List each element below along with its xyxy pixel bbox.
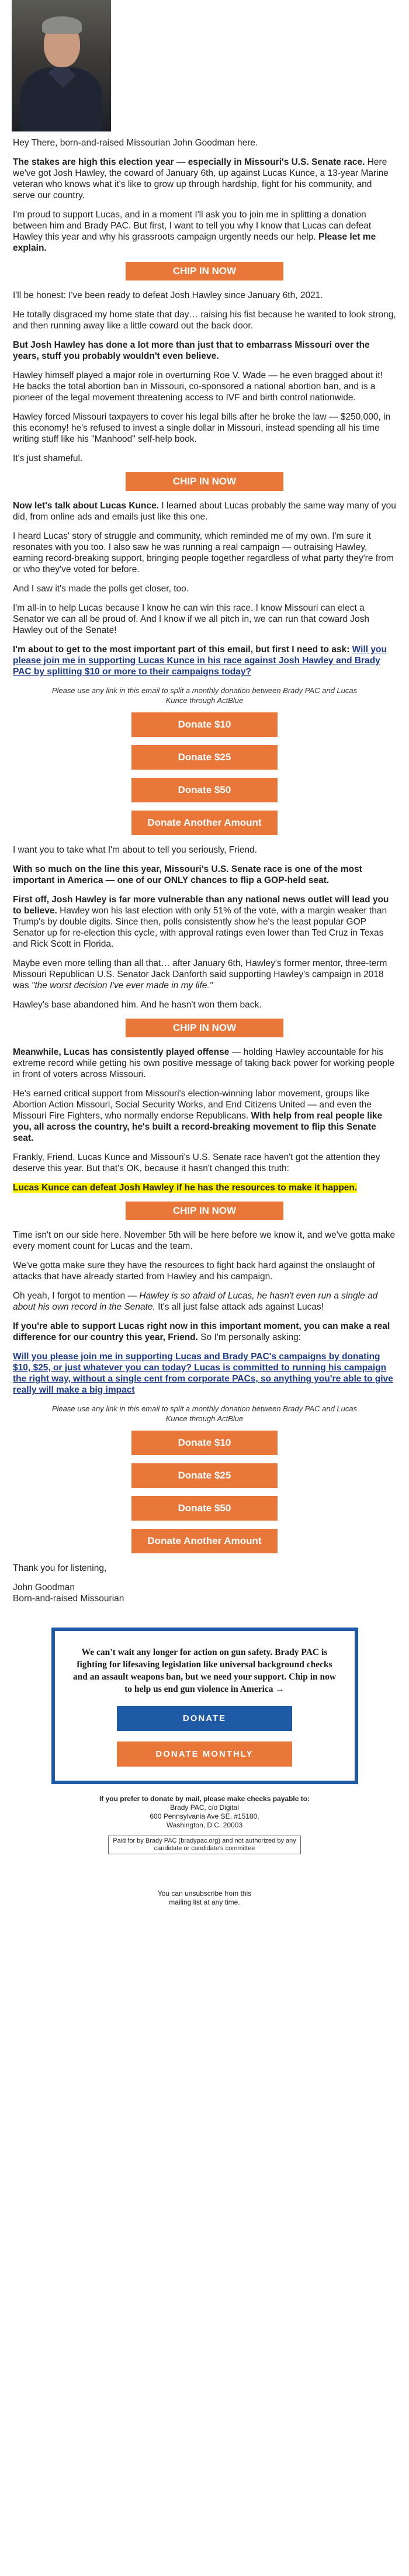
donate-50-button-2[interactable]: Donate $50 [131, 1496, 278, 1521]
actblue-note-2: Please use any link in this email to split a monthly donation between Brady PAC and Lucas Kunce through ActBlue [51, 1404, 358, 1423]
paragraph-2: I'm proud to support Lucas, and in a moment I'll ask you to join me in splitting a donation between him and Brady PAC. But first, I want to tell you why I know that Lucas can defeat Hawley this year and why his grassroots campaign urgently needs our help. Please let me explain. [13, 210, 376, 253]
donate-other-button-2[interactable]: Donate Another Amount [131, 1529, 278, 1553]
signature-name: John Goodman [13, 1583, 75, 1592]
donate-25-button-2[interactable]: Donate $25 [131, 1463, 278, 1488]
hero-photo [12, 0, 111, 131]
paragraph-16: First off, Josh Hawley is far more vulnerable than any national news outlet will lead you to believe. Hawley won his last election with only 51% of the vote, with a margin weaker than Trump's by double digits. Since then, polls consistently show he's the least popular GOP Senator up for re-election this cycle, with approval ratings even lower than Ted Cruz in Texas and Rick Scott in Florida. [13, 895, 389, 949]
paragraph-24: We've gotta make sure they have the resources to fight back hard against the onslaught of attacks that have already started from Hawley and his campaign. [13, 1261, 375, 1282]
donate-other-button-1[interactable]: Donate Another Amount [131, 811, 278, 835]
paragraph-7: Hawley forced Missouri taxpayers to cover his legal bills after he broke the law — $250,000, in this economy! he's refused to invest a single dollar in Missouri, instead spending all his time writing stuff like his "Manhood" self-help book. [13, 412, 391, 444]
box-donate-button[interactable]: DONATE [117, 1706, 292, 1731]
paragraph-23: Time isn't on our side here. November 5th will be here before we know it, and we've gotta make every moment count for Lucas and the team. [13, 1230, 396, 1251]
paragraph-20: He's earned critical support from Missouri's election-winning labor movement, groups like Abortion Action Missouri, Social Security Works, and End Citizens United — and even the Missouri Fire Fighters, who normally endorse Republicans. With help from real people like you, all across the country, he's built a record-breaking movement to flip this Senate seat. [13, 1089, 383, 1143]
paragraph-27 [6, 1351, 403, 1396]
donate-25-button-1[interactable]: Donate $25 [131, 745, 278, 770]
paragraph-14: I want you to take what I'm about to tell you seriously, Friend. [13, 845, 257, 855]
chip-in-button-1[interactable]: CHIP IN NOW [126, 262, 283, 281]
intro-text: Hey There, born-and-raised Missourian John Goodman here. [13, 138, 258, 148]
paragraph-26: If you're able to support Lucas right now in this important moment, you can make a real difference for our country this year, Friend. So I'm personally asking: [13, 1321, 390, 1342]
paragraph-17: Maybe even more telling than all that… after January 6th, Hawley's former mentor, three-term Missouri Republican U.S. Senator Jack Danforth said supporting Hawley's campaign in 2018 was "the worst decision I've ever made in my life." [13, 958, 387, 991]
mail-donation-info: If you prefer to donate by mail, please make checks payable to: Brady PAC, c/o Digital 600 Pennsylvania Ave SE, #15180, Washington, D.C. 20003 [99, 1795, 310, 1829]
chip-in-button-4[interactable]: CHIP IN NOW [126, 1202, 283, 1220]
paid-for-disclaimer: Paid for by Brady PAC (bradypac.org) and not authorized by any candidate or candidate's committee [108, 1836, 301, 1854]
paragraph-15: With so much on the line this year, Missouri's U.S. Senate race is one of the most important in America — one of our ONLY chances to flip a GOP-held seat. [13, 864, 362, 885]
paragraph-13: I'm about to get to the most important part of this email, but first I need to ask: Will you please join me in supporting Lucas Kunce in his race against Josh Hawley and Brady PAC by splitting $10 or more to their campaigns today? [13, 645, 387, 677]
email-body [6, 0, 403, 1907]
chip-in-button-2[interactable]: CHIP IN NOW [126, 472, 283, 491]
support-link-2[interactable]: Will you please join me in supporting Lucas and Brady PAC's campaigns by donating $10, $25, or just whatever you can today? Lucas is committed to running his campaign the right way, without a single cent from corporate PACs, so anything you're able to give really will make a big impact [13, 1352, 393, 1395]
donate-50-button-1[interactable]: Donate $50 [131, 778, 278, 802]
actblue-note-1: Please use any link in this email to split a monthly donation between Brady PAC and Lucas Kunce through ActBlue [51, 686, 358, 705]
donate-10-button-1[interactable]: Donate $10 [131, 712, 278, 737]
support-link-1[interactable]: Will you please join me in supporting Lucas Kunce in his race against Josh Hawley and Brady PAC by splitting $10 or more to their campaigns today? [13, 645, 387, 677]
photo-hair-shape [42, 16, 82, 34]
unsubscribe-text[interactable]: You can unsubscribe from this mailing list at any time. [157, 1889, 252, 1906]
closing-thanks: Thank you for listening, [13, 1563, 107, 1573]
paragraph-3: I'll be honest: I've been ready to defeat Josh Hawley since January 6th, 2021. [13, 290, 323, 300]
brady-pac-box [51, 1628, 358, 1784]
paragraph-10: I heard Lucas' story of struggle and community, which reminded me of my own. I'm sure it resonates with you too. I also saw he was running a real campaign — outraising Hawley, earning record-breaking support, bringing people together regardless of what party they're from or who they've voted for before. [13, 531, 394, 574]
chip-in-button-3[interactable]: CHIP IN NOW [126, 1019, 283, 1037]
paragraph-5: But Josh Hawley has done a lot more than just that to embarrass Missouri over the years, stuff you probably wouldn't even believe. [13, 340, 370, 361]
box-donate-monthly-button[interactable]: DONATE MONTHLY [117, 1741, 292, 1767]
signature-title: Born-and-raised Missourian [13, 1594, 124, 1604]
paragraph-12: I'm all-in to help Lucas because I know he can win this race. I know Missouri can elect a Senator we can all be proud of. And I know if we all pitch in, we can run that coward Josh Hawley out of the Senate! [13, 603, 370, 635]
brady-message: We can't wait any longer for action on gun safety. Brady PAC is fighting for lifesaving legislation like universal background checks and an assault weapons ban, but we need your support. Chip in now to help us end gun violence in America → [72, 1647, 337, 1694]
donate-10-button-2[interactable]: Donate $10 [131, 1431, 278, 1455]
highlight-text: Lucas Kunce can defeat Josh Hawley if he has the resources to make it happen. [13, 1183, 358, 1193]
paragraph-8: It's just shameful. [13, 453, 83, 463]
paragraph-9: Now let's talk about Lucas Kunce. I learned about Lucas probably the same way many of you did, from online ads and emails just like this one. [13, 501, 396, 522]
paragraph-22 [6, 1182, 403, 1193]
paragraph-11: And I saw it's made the polls get closer, too. [13, 584, 189, 594]
signature [6, 1582, 403, 1604]
paragraph-21: Frankly, Friend, Lucas Kunce and Missouri's U.S. Senate race haven't got the attention they deserve this year. But that's OK, because it hasn't changed this truth: [13, 1152, 380, 1173]
paragraph-25: Oh yeah, I forgot to mention — Hawley is so afraid of Lucas, he hasn't even run a single ad about his own record in the Senate. It's all just false attack ads against Lucas! [13, 1291, 378, 1312]
paragraph-6: Hawley himself played a major role in overturning Roe V. Wade — he even bragged about it! He backs the total abortion ban in Missouri, co-sponsored a national abortion ban, and is a pioneer of the legal movement threatening access to IVF and birth control nationwide. [13, 371, 383, 403]
paragraph-18: Hawley's base abandoned him. And he hasn't won them back. [13, 1000, 262, 1010]
paragraph-19: Meanwhile, Lucas has consistently played offense — holding Hawley accountable for his extreme record while getting his own positive message of taking back power for working people in front of voters across Missouri. [13, 1047, 395, 1079]
paragraph-4: He totally disgraced my home state that day… raising his fist because he wanted to look strong, and then running away like a little coward out the back door. [13, 310, 396, 331]
paragraph-1: The stakes are high this election year — especially in Missouri's U.S. Senate race. Here we've got Josh Hawley, the coward of January 6th, up against Lucas Kunce, a 13-year Marine veteran who knows what it's like to grow up through hardship, fight for his community, and serve our country. [13, 157, 389, 200]
